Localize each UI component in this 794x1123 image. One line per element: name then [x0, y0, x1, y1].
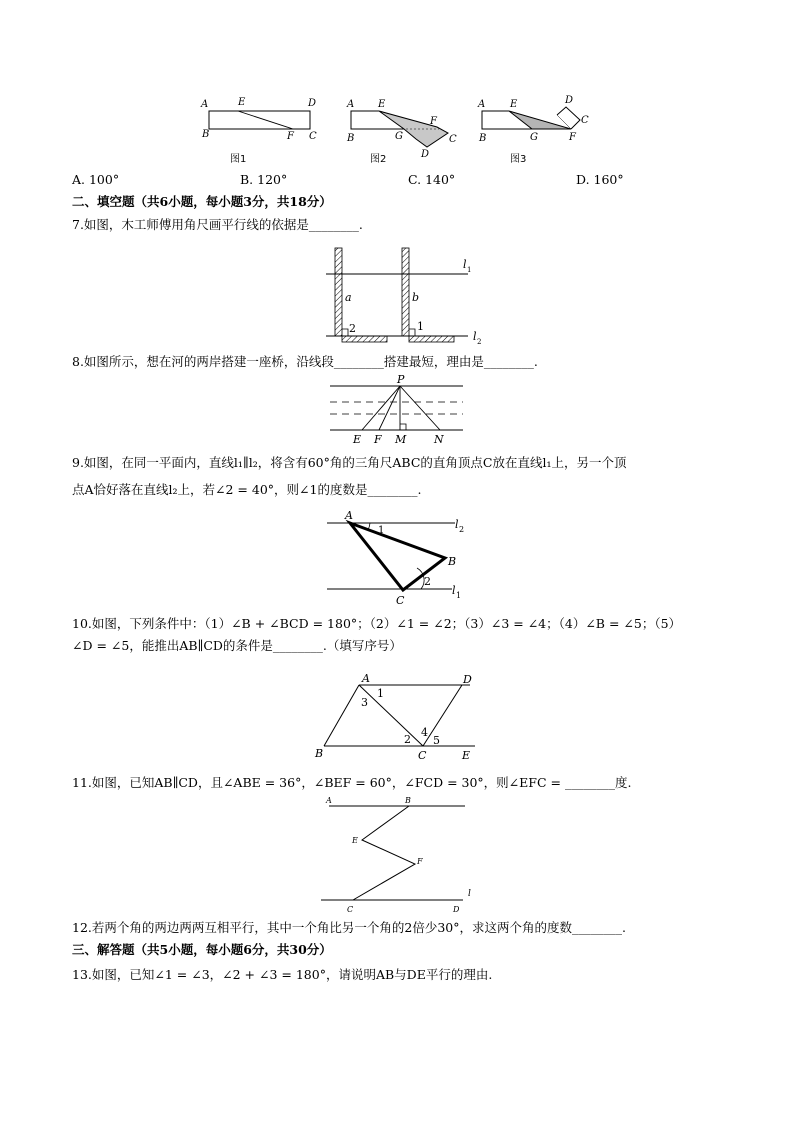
- q10-label-3: 3: [361, 696, 368, 709]
- q9-label-1: 1: [378, 525, 385, 536]
- q7-label-b: b: [412, 291, 420, 304]
- q11-text: 11.如图，已知AB∥CD，且∠ABE = 36°，∠BEF = 60°，∠FCD = 30°，则∠EFC = ________度.: [72, 775, 632, 790]
- fig1-label-A: A: [201, 99, 209, 110]
- fig1-label-B: B: [202, 129, 210, 140]
- q11-label-l: l: [468, 889, 471, 899]
- q8-label-P: P: [397, 373, 405, 386]
- q10-figure: [310, 668, 485, 763]
- q9-line2: 点A恰好落在直线l₂上，若∠2 = 40°，则∠1的度数是________.: [72, 482, 422, 497]
- fig1-caption: 图1: [230, 154, 247, 165]
- q11-figure: [318, 792, 478, 917]
- fig2-label-D: D: [421, 149, 430, 160]
- fig3-label-A: A: [478, 99, 486, 110]
- q7-label-1: 1: [417, 320, 424, 333]
- fig3-label-F: F: [569, 132, 576, 143]
- figure-1: [200, 97, 317, 142]
- q8-label-N: N: [434, 433, 444, 446]
- q9-label-l2: l: [455, 518, 459, 531]
- q9-figure: [325, 505, 480, 605]
- fig2-caption: 图2: [370, 154, 387, 165]
- figure-2: [346, 99, 457, 160]
- q8-text: 8.如图所示，想在河的两岸搭建一座桥，沿线段________搭建最短，理由是________.: [72, 354, 538, 369]
- fig3-label-B: B: [479, 133, 487, 144]
- fig1-label-F: F: [287, 131, 294, 142]
- q11-label-B: B: [405, 796, 411, 805]
- q10-label-4: 4: [421, 726, 428, 739]
- q7-label-l2-sub: 2: [477, 338, 482, 346]
- q9-label-C: C: [396, 594, 405, 605]
- fig2-label-F: F: [430, 116, 437, 127]
- fig2-label-C: C: [449, 134, 457, 145]
- q10-label-E: E: [462, 749, 471, 762]
- q10-label-D: D: [463, 673, 472, 686]
- q7-text: 7.如图，木工师傅用角尺画平行线的依据是________.: [72, 217, 363, 232]
- section-2-heading: 二、填空题（共6小题，每小题3分，共18分）: [72, 194, 332, 209]
- q7-label-l1-sub: 1: [467, 266, 472, 274]
- q13-text: 13.如图，已知∠1 = ∠3，∠2 + ∠3 = 180°，请说明AB与DE平行的理由.: [72, 967, 493, 982]
- q11-label-F: F: [417, 857, 423, 866]
- q8-label-E: E: [353, 433, 362, 446]
- q9-label-l1: l: [452, 584, 456, 597]
- fig1-label-C: C: [309, 131, 317, 142]
- q7-label-2: 2: [349, 322, 356, 335]
- q7-figure: [320, 243, 500, 348]
- fig2-label-B: B: [347, 133, 355, 144]
- q9-line1: 9.如图，在同一平面内，直线l₁∥l₂，将含有60°角的三角尺ABC的直角顶点C放在直线l₁上，另一个顶: [72, 455, 627, 470]
- q7-label-l2: l: [473, 330, 477, 343]
- q10-label-C: C: [418, 749, 427, 762]
- q10-line2: ∠D = ∠5，能推出AB∥CD的条件是________.（填写序号）: [72, 638, 402, 653]
- q8-label-M: M: [395, 433, 407, 446]
- fig2-label-G: G: [395, 131, 403, 142]
- q7-label-a: a: [345, 291, 352, 304]
- q6-option-d: D. 160°: [576, 172, 624, 187]
- fig1-label-E: E: [238, 97, 246, 108]
- fig2-label-E: E: [378, 99, 386, 110]
- fig3-label-G: G: [530, 132, 538, 143]
- q6-figures: [195, 92, 605, 167]
- q9-label-B: B: [448, 555, 457, 568]
- q9-label-l2-sub: 2: [459, 525, 465, 534]
- fig2-label-A: A: [347, 99, 355, 110]
- q11-label-C: C: [347, 905, 354, 914]
- q10-line1: 10.如图，下列条件中：（1）∠B + ∠BCD = 180°；（2）∠1 = ∠2；（3）∠3 = ∠4；（4）∠B = ∠5；（5）: [72, 616, 682, 631]
- fig3-label-E: E: [510, 99, 518, 110]
- q8-figure: [325, 372, 470, 450]
- q8-label-F: F: [374, 433, 382, 446]
- figure-3: [477, 95, 589, 144]
- q7-label-l1: l: [463, 258, 467, 271]
- q6-option-a: A. 100°: [72, 172, 120, 187]
- q11-label-A: A: [326, 796, 332, 805]
- q10-label-1: 1: [377, 687, 384, 700]
- fig3-label-D: D: [565, 95, 574, 106]
- q9-label-2: 2: [424, 575, 431, 588]
- q6-option-b: B. 120°: [240, 172, 288, 187]
- fig3-caption: 图3: [510, 154, 527, 165]
- fig1-label-D: D: [308, 98, 317, 109]
- q9-label-l1-sub: 1: [456, 591, 462, 600]
- q10-label-B: B: [315, 747, 324, 760]
- q10-label-2: 2: [404, 733, 411, 746]
- q10-label-A: A: [362, 672, 370, 685]
- q11-label-E: E: [352, 836, 358, 845]
- q6-option-c: C. 140°: [408, 172, 456, 187]
- q11-label-D: D: [453, 905, 460, 914]
- section-3-heading: 三、解答题（共5小题，每小题6分，共30分）: [72, 942, 332, 957]
- q12-text: 12.若两个角的两边两两互相平行，其中一个角比另一个角的2倍少30°，求这两个角的度数________.: [72, 920, 626, 935]
- fig3-label-C: C: [581, 115, 589, 126]
- q9-label-A: A: [345, 509, 353, 522]
- q10-label-5: 5: [433, 734, 440, 747]
